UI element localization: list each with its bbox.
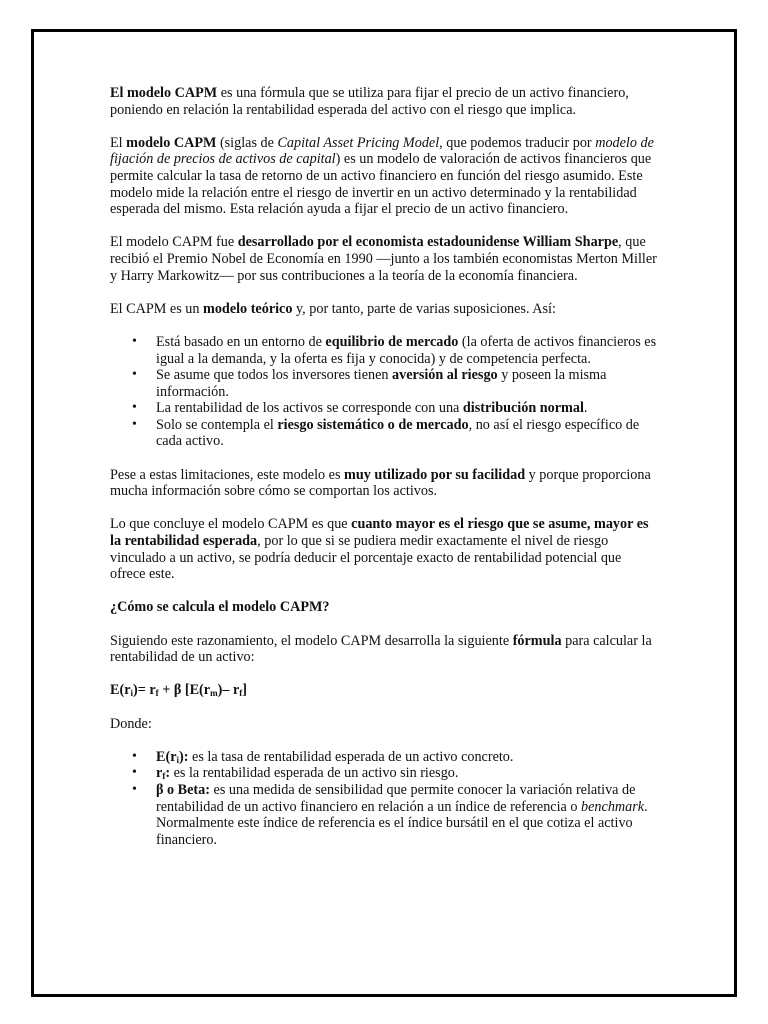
document-body [110,85,658,865]
variables-list [110,749,658,849]
list-item: • $r_f$: es la rentabilidad esperada de un activo sin riesgo. [156,765,658,782]
list-item: • β o Beta: es una medida de sensibilidad que permite conocer la variación relativa de rentabilidad de un activo financiero en relación a un índice de referencia o benchmark. Normalmente este índice de referencia es el índice bursátil en el que cotiza el activo financiero. [156,782,658,848]
paragraph-intro: El modelo CAPM es una fórmula que se utiliza para fijar el precio de un activo financiero, poniendo en relación la rentabilidad esperada del activo con el riesgo que implica. [110,85,629,118]
list-item: • Está basado en un entorno de equilibrio de mercado (la oferta de activos financieros es igual a la demanda, y la oferta es fija y conocida) y de competencia perfecta. [156,334,658,367]
section-heading: ¿Cómo se calcula el modelo CAPM? [110,599,330,616]
list-item: • Se asume que todos los inversores tienen aversión al riesgo y poseen la misma información. [156,367,658,400]
capm-formula: $E(r_i)= r_f + \beta$ [$E(r_m)-$ $r_f$] [110,682,247,699]
paragraph-assumptions-intro: El CAPM es un modelo teórico y, por tanto, parte de varias suposiciones. Así: [110,300,556,317]
list-item: • La rentabilidad de los activos se corresponde con una distribución normal. [156,400,658,417]
paragraph-definition: El modelo CAPM (siglas de Capital Asset Pricing Model, que podemos traducir por modelo de fijación de precios de activos de capital) es un modelo de valoración de activos financieros que permite calcular la tasa de retorno de un activo financiero en función del riesgo asumido. Este modelo mide la relación entre el riesgo de invertir en un activo determinado y la rentabilidad esperada del mismo. Esta relación ayuda a fijar el precio de un activo financiero. [110,134,654,218]
paragraph-history: El modelo CAPM fue desarrollado por el economista estadounidense William Sharpe, que recibió el Premio Nobel de Economía en 1990 —junto a los también economistas Merton Miller y Harry Markowitz— por sus contribuciones a la teoría de la economía financiera. [110,234,657,284]
assumptions-list [110,334,658,450]
list-item: • $E(r_i)$: es la tasa de rentabilidad esperada de un activo concreto. [156,749,658,766]
paragraph-conclusion: Lo que concluye el modelo CAPM es que cuanto mayor es el riesgo que se asume, mayor es la rentabilidad esperada, por lo que si se pudiera medir exactamente el nivel de riesgo vinculado a un activo, se podría deducir el porcentaje exacto de rentabilidad potencial que ofrece este. [110,516,649,583]
list-item: • Solo se contempla el riesgo sistemático o de mercado, no así el riesgo específico de cada activo. [156,417,658,450]
paragraph-limitations: Pese a estas limitaciones, este modelo es muy utilizado por su facilidad y porque proporciona mucha información sobre cómo se comportan los activos. [110,466,651,500]
paragraph-donde: Donde: [110,715,152,732]
paragraph-formula-intro: Siguiendo este razonamiento, el modelo CAPM desarrolla la siguiente fórmula para calcular la rentabilidad de un activo: [110,632,652,666]
